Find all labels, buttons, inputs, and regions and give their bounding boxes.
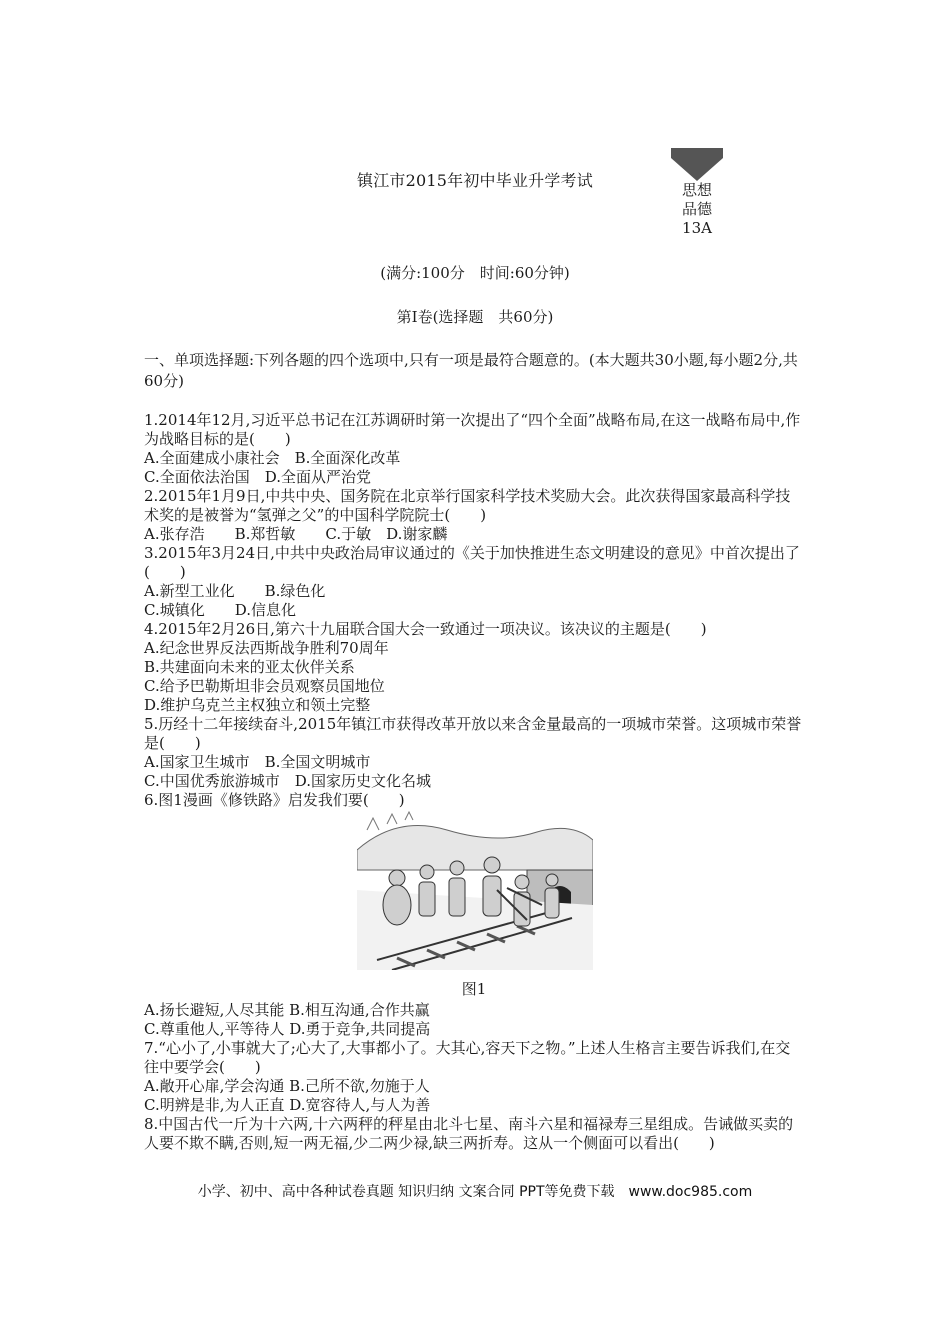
question-7 <box>144 1039 804 1115</box>
option-line: A.新型工业化 B.绿色化 <box>144 582 326 600</box>
option-line: A.敞开心扉,学会沟通 B.己所不欲,勿施于人 <box>144 1077 430 1095</box>
option-line: D.维护乌克兰主权独立和领土完整 <box>144 696 371 714</box>
badge-triangle-icon <box>671 148 723 181</box>
question-2 <box>144 487 804 544</box>
question-4 <box>144 620 804 715</box>
question-stem: 4.2015年2月26日,第六十九届联合国大会一致通过一项决议。该决议的主题是( ) <box>144 620 707 638</box>
exam-title: 镇江市2015年初中毕业升学考试 <box>357 171 593 190</box>
badge-subject <box>671 181 723 238</box>
volume-title: 第Ⅰ卷(选择题 共60分) <box>396 308 554 326</box>
question-6 <box>144 791 804 1039</box>
option-line: C.给予巴勒斯坦非会员观察员国地位 <box>144 677 385 695</box>
page-footer: 小学、初中、高中各种试卷真题 知识归纳 文案合同 PPT等免费下载 www.doc985.com <box>197 1184 753 1200</box>
question-stem: 1.2014年12月,习近平总书记在江苏调研时第一次提出了“四个全面”战略布局,在这一战略布局中,作为战略目标的是( ) <box>144 411 801 448</box>
option-line: A.扬长避短,人尽其能 B.相互沟通,合作共赢 <box>144 1001 430 1019</box>
option-line: A.全面建成小康社会 B.全面深化改革 <box>144 449 401 467</box>
question-8 <box>144 1115 804 1153</box>
question-list <box>144 411 804 1153</box>
section-instruction: 一、单项选择题:下列各题的四个选项中,只有一项是最符合题意的。(本大题共30小题,每小题2分,共60分) <box>144 351 798 390</box>
option-line: A.国家卫生城市 B.全国文明城市 <box>144 753 371 771</box>
figure-caption: 图1 <box>461 980 487 998</box>
railway-cartoon-figure <box>357 810 593 970</box>
subject-badge <box>671 148 723 237</box>
question-stem: 6.图1漫画《修铁路》启发我们要( ) <box>144 791 405 809</box>
option-line: C.城镇化 D.信息化 <box>144 601 296 619</box>
badge-code: 13A <box>682 219 712 237</box>
option-line: C.全面依法治国 D.全面从严治党 <box>144 468 371 486</box>
badge-subject-line1: 思想 <box>681 181 712 199</box>
option-line: C.中国优秀旅游城市 D.国家历史文化名城 <box>144 772 431 790</box>
option-line: C.尊重他人,平等待人 D.勇于竞争,共同提高 <box>144 1020 431 1038</box>
question-1 <box>144 411 804 487</box>
question-stem: 5.历经十二年接续奋斗,2015年镇江市获得改革开放以来含金量最高的一项城市荣誉。这项城市荣誉是( ) <box>144 715 802 752</box>
question-stem: 2.2015年1月9日,中共中央、国务院在北京举行国家科学技术奖励大会。此次获得国家最高科学技术奖的是被誉为“氢弹之父”的中国科学院院士( ) <box>144 487 791 524</box>
option-line: A.张存浩 B.郑哲敏 C.于敏 D.谢家麟 <box>144 525 448 543</box>
question-stem: 3.2015年3月24日,中共中央政治局审议通过的《关于加快推进生态文明建设的意见》中首次提出了( ) <box>144 544 800 581</box>
question-5 <box>144 715 804 791</box>
option-line: C.明辨是非,为人正直 D.宽容待人,与人为善 <box>144 1096 431 1114</box>
question-stem: 8.中国古代一斤为十六两,十六两秤的秤星由北斗七星、南斗六星和福禄寿三星组成。告诫做买卖的人要不欺不瞒,否则,短一两无福,少二两少禄,缺三两折寿。这从一个侧面可以看出( ) <box>144 1115 794 1152</box>
question-3 <box>144 544 804 620</box>
badge-subject-line2: 品德 <box>681 200 712 218</box>
question-stem: 7.“心小了,小事就大了;心大了,大事都小了。大其心,容天下之物。”上述人生格言主要告诉我们,在交往中要学会( ) <box>144 1039 791 1076</box>
score-time: (满分:100分 时间:60分钟) <box>380 264 570 282</box>
option-line: B.共建面向未来的亚太伙伴关系 <box>144 658 355 676</box>
option-line: A.纪念世界反法西斯战争胜利70周年 <box>144 639 389 657</box>
